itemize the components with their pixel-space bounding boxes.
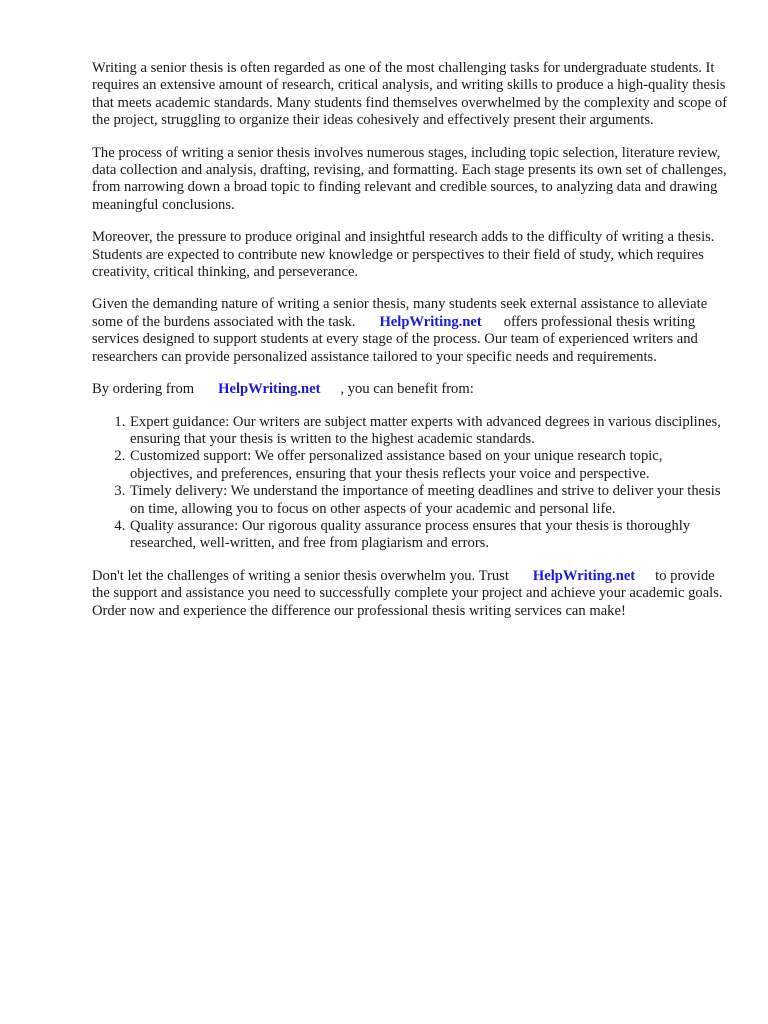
ordering-paragraph: [92, 381, 728, 398]
assistance-text-before: Given the demanding nature of writing a senior thesis, many students seek external assistance to alleviate some of the burdens associated with the task.: [92, 296, 708, 330]
pressure-paragraph: Moreover, the pressure to produce original and insightful research adds to the difficulty of writing a thesis. Students are expected to contribute new knowledge or perspectives to their field of study, which requires creativity, critical thinking, and perseverance.: [92, 229, 715, 281]
document-page: [92, 60, 728, 635]
benefit-item-quality-assurance: 4. Quality assurance: Our rigorous quality assurance process ensures that your thesis is thoroughly researched, well-written, and free from plagiarism and errors.: [129, 518, 728, 553]
benefits-list: [92, 414, 728, 553]
helpwriting-link-1[interactable]: HelpWriting.net: [379, 313, 482, 330]
assistance-text-after: offers professional thesis writing services designed to support students at every stage of the process. Our team of experienced writers and researchers can provide personalized assistance tailored to your specific needs and requirements.: [92, 313, 698, 365]
intro-paragraph: Writing a senior thesis is often regarded as one of the most challenging tasks for undergraduate students. It requires an extensive amount of research, critical analysis, and writing skills to produce a high-quality thesis that meets academic standards. Many students find themselves overwhelmed by the complexity and scope of the project, struggling to organize their ideas cohesively and effectively present their arguments.: [92, 60, 728, 129]
helpwriting-link-3[interactable]: HelpWriting.net: [532, 567, 636, 584]
benefit-item-customized-support: 2. Customized support: We offer personalized assistance based on your unique research topic, objectives, and preferences, ensuring that your thesis reflects your voice and perspective.: [129, 448, 728, 483]
ordering-text-before: By ordering from: [92, 381, 195, 398]
ordering-text-after: , you can benefit from:: [340, 381, 474, 398]
benefit-item-expert-guidance: 1. Expert guidance: Our writers are subject matter experts with advanced degrees in various disciplines, ensuring that your thesis is written to the highest academic standards.: [129, 414, 728, 449]
process-paragraph: The process of writing a senior thesis involves numerous stages, including topic selection, literature review, data collection and analysis, drafting, revising, and formatting. Each stage presents its own set of challenges, from narrowing down a broad topic to finding relevant and credible sources, to analyzing data and drawing meaningful conclusions.: [92, 144, 727, 213]
assistance-paragraph: [92, 296, 728, 366]
closing-paragraph: [92, 568, 728, 620]
benefit-item-timely-delivery: 3. Timely delivery: We understand the importance of meeting deadlines and strive to deliver your thesis on time, allowing you to focus on other aspects of your academic and personal life.: [129, 483, 728, 518]
closing-text-before: Don't let the challenges of writing a senior thesis overwhelm you. Trust: [92, 567, 509, 584]
closing-text-after: to provide the support and assistance you need to successfully complete your project and achieve your academic goals. Order now and experience the difference our professional thesis writing services can make!: [92, 567, 723, 619]
helpwriting-link-2[interactable]: HelpWriting.net: [218, 381, 321, 398]
